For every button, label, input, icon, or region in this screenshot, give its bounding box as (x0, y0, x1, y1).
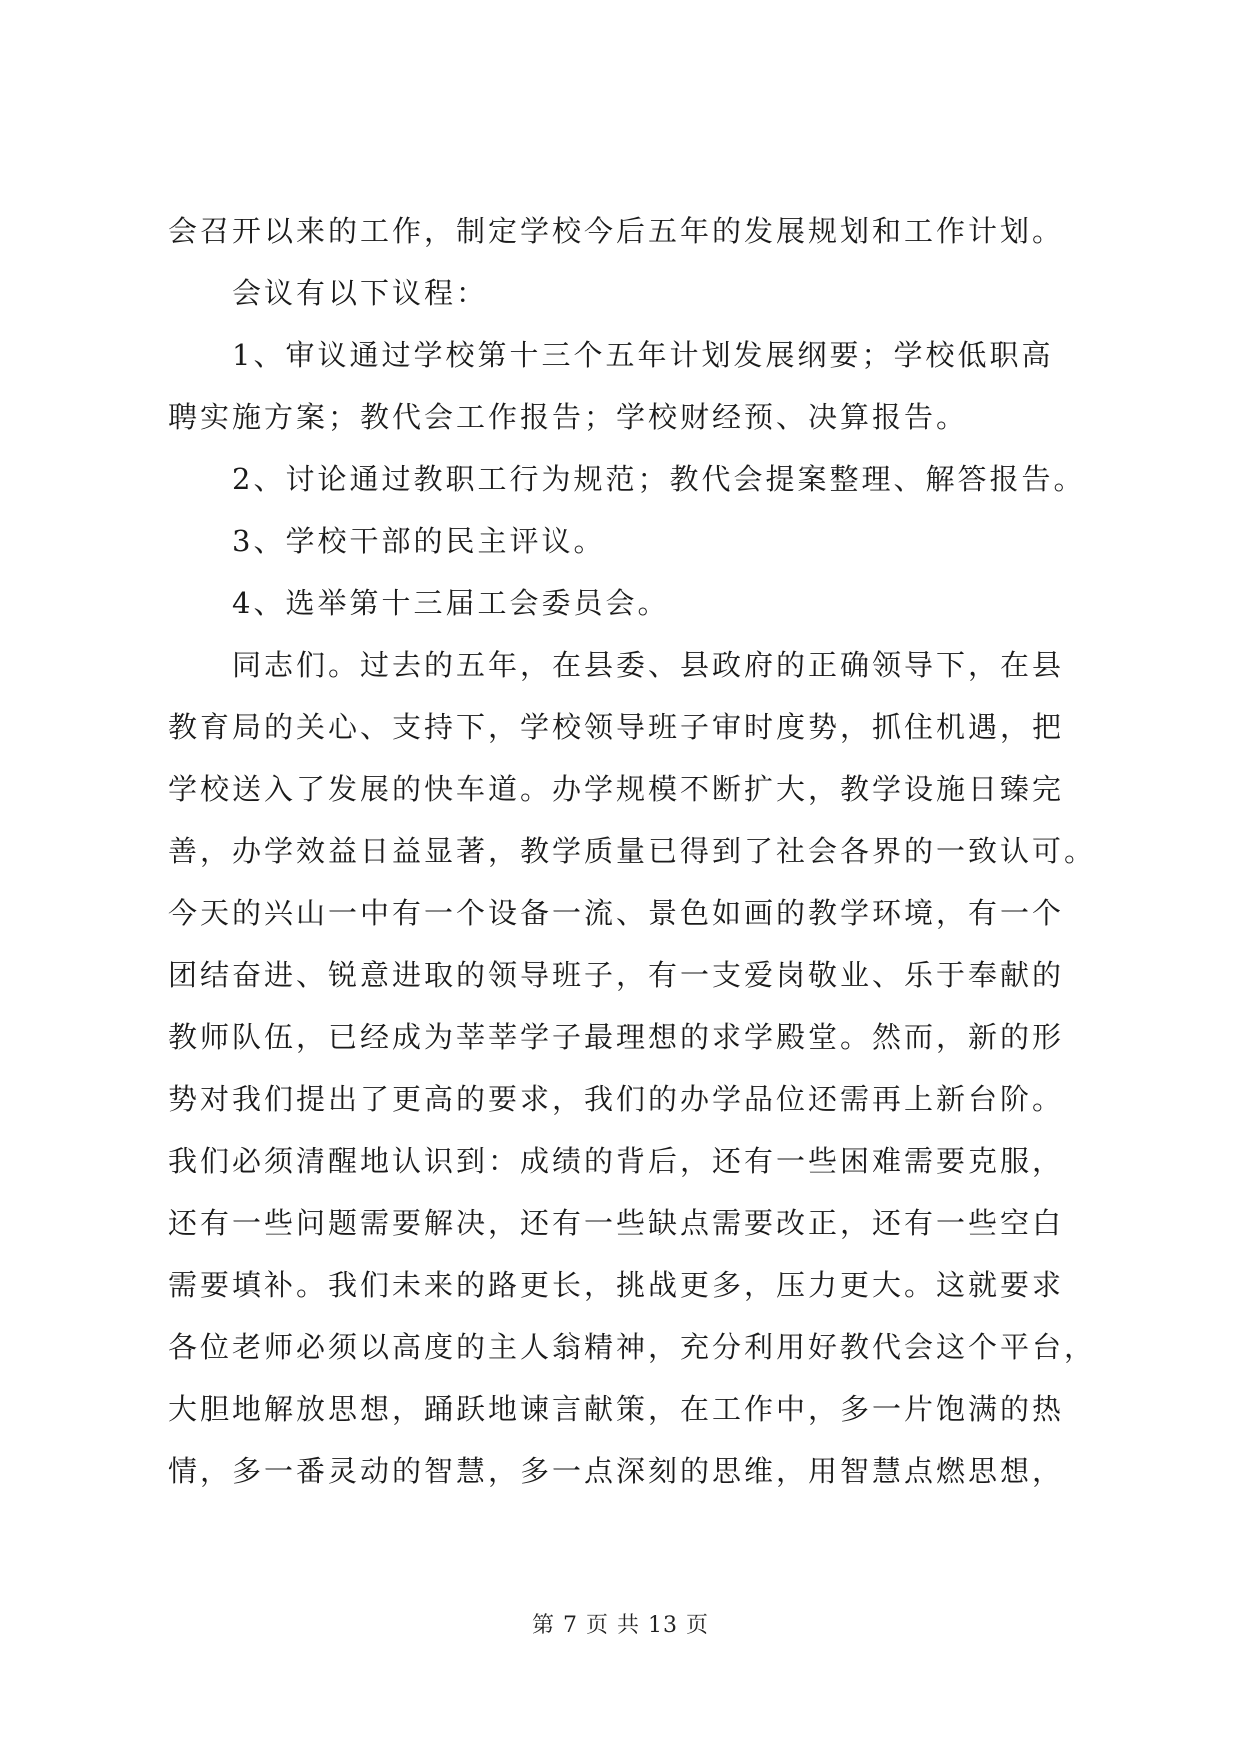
text-line: 会议有以下议程： (232, 276, 489, 310)
text-line: 各位老师必须以高度的主人翁精神，充分利用好教代会这个平台， (168, 1330, 1097, 1364)
text-line: 聘实施方案；教代会工作报告；学校财经预、决算报告。 (168, 400, 969, 434)
text-line: 团结奋进、锐意进取的领导班子，有一支爱岗敬业、乐于奉献的 (168, 958, 1065, 992)
page-number-footer: 第 7 页 共 13 页 (532, 1613, 709, 1638)
text-line: 情，多一番灵动的智慧，多一点深刻的思维，用智慧点燃思想， (168, 1454, 1065, 1488)
text-line: 大胆地解放思想，踊跃地谏言献策，在工作中，多一片饱满的热 (168, 1392, 1065, 1426)
text-line: 教师队伍，已经成为莘莘学子最理想的求学殿堂。然而，新的形 (168, 1020, 1065, 1054)
text-line: 学校送入了发展的快车道。办学规模不断扩大，教学设施日臻完 (168, 772, 1065, 806)
text-line: 善，办学效益日益显著，教学质量已得到了社会各界的一致认可。 (168, 834, 1097, 868)
text-line: 4、选举第十三届工会委员会。 (232, 586, 670, 620)
text-line: 同志们。过去的五年，在县委、县政府的正确领导下，在县 (232, 648, 1065, 682)
text-line: 势对我们提出了更高的要求，我们的办学品位还需再上新台阶。 (168, 1082, 1065, 1116)
text-line: 今天的兴山一中有一个设备一流、景色如画的教学环境，有一个 (168, 896, 1065, 930)
document-body (168, 200, 1097, 1502)
text-line: 教育局的关心、支持下，学校领导班子审时度势，抓住机遇，把 (168, 710, 1065, 744)
text-line: 需要填补。我们未来的路更长，挑战更多，压力更大。这就要求 (168, 1268, 1065, 1302)
text-line: 会召开以来的工作，制定学校今后五年的发展规划和工作计划。 (168, 214, 1065, 248)
text-line: 我们必须清醒地认识到：成绩的背后，还有一些困难需要克服， (168, 1144, 1065, 1178)
text-line: 3、学校干部的民主评议。 (232, 524, 606, 558)
text-line: 2、讨论通过教职工行为规范；教代会提案整理、解答报告。 (232, 462, 1086, 496)
text-line: 还有一些问题需要解决，还有一些缺点需要改正，还有一些空白 (168, 1206, 1065, 1240)
text-line: 1、审议通过学校第十三个五年计划发展纲要；学校低职高 (232, 338, 1054, 372)
